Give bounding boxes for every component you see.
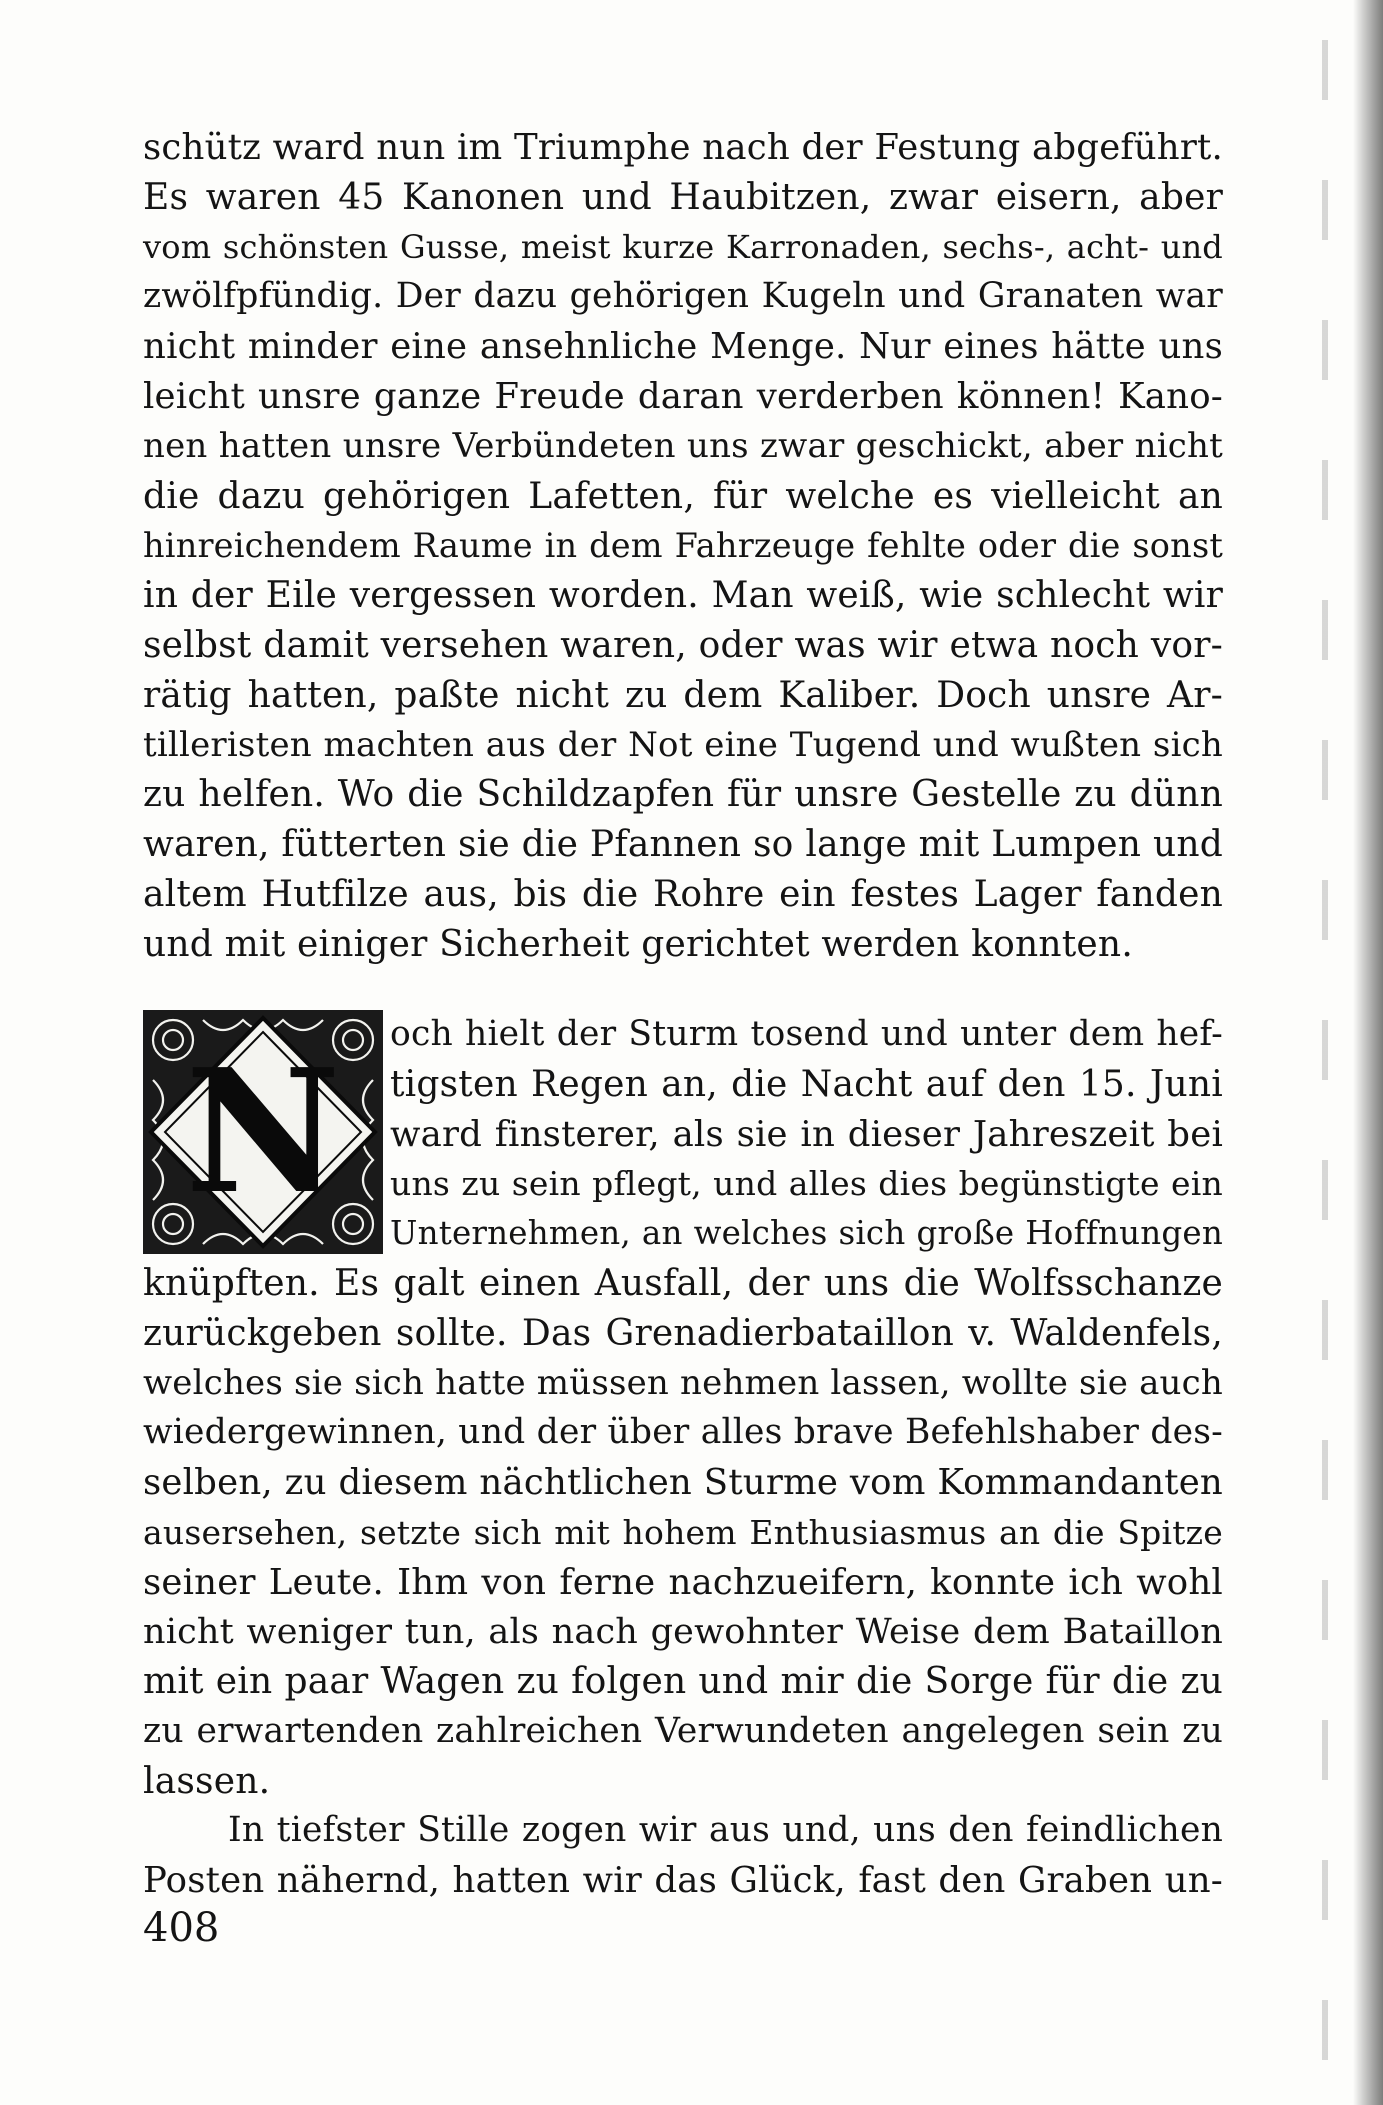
text-line: tigsten Regen an, die Nacht auf den 15. Juni bbox=[390, 1063, 1223, 1105]
page-number: 408 bbox=[143, 1905, 220, 1951]
text-line: nicht minder eine ansehnliche Menge. Nur eines hätte uns bbox=[143, 326, 1223, 368]
text-line: In tiefster Stille zogen wir aus und, uns den feindlichen bbox=[228, 1810, 1223, 1850]
text-line: uns zu sein pflegt, und alles dies begünstigte ein bbox=[390, 1164, 1223, 1204]
text-line: altem Hutfilze aus, bis die Rohre ein festes Lager fanden bbox=[143, 873, 1223, 915]
text-line: ward finsterer, als sie in dieser Jahreszeit bei bbox=[390, 1113, 1223, 1155]
text-line: und mit einiger Sicherheit gerichtet werden konnten. bbox=[143, 923, 1133, 965]
paragraph-2-dropcap-lines bbox=[390, 1010, 1223, 1259]
dropcap-letter: N bbox=[185, 1032, 341, 1232]
text-line: mit ein paar Wagen zu folgen und mir die Sorge für die zu bbox=[143, 1661, 1223, 1703]
text-line: wiedergewinnen, und der über alles brave Befehlshaber des- bbox=[143, 1412, 1223, 1453]
paragraph-1 bbox=[143, 123, 1223, 970]
text-line: vom schönsten Gusse, meist kurze Karronaden, sechs-, acht- und bbox=[143, 227, 1223, 266]
text-line: lassen. bbox=[143, 1760, 271, 1802]
text-line: zwölfpfündig. Der dazu gehörigen Kugeln und Granaten war bbox=[143, 276, 1223, 317]
text-line: nicht weniger tun, als nach gewohnter Weise dem Bataillon bbox=[143, 1611, 1223, 1652]
page-edge-specks bbox=[1322, 40, 1328, 2060]
text-line: Es waren 45 Kanonen und Haubitzen, zwar eisern, aber bbox=[143, 176, 1223, 218]
text-line: in der Eile vergessen worden. Man weiß, wie schlecht wir bbox=[143, 575, 1223, 617]
text-line: knüpften. Es galt einen Ausfall, der uns die Wolfsschanze bbox=[143, 1263, 1223, 1304]
text-line: welches sie sich hatte müssen nehmen lassen, wollte sie auch bbox=[143, 1362, 1223, 1403]
text-line: schütz ward nun im Triumphe nach der Festung abgeführt. bbox=[143, 127, 1223, 168]
paragraph-3 bbox=[143, 1806, 1223, 1906]
text-line: seiner Leute. Ihm von ferne nachzueifern, konnte ich wohl bbox=[143, 1561, 1223, 1603]
text-line: Unternehmen, an welches sich große Hoffnungen bbox=[390, 1214, 1223, 1253]
text-line: waren, fütterten sie die Pfannen so lange mit Lumpen und bbox=[143, 824, 1223, 866]
text-line: rätig hatten, paßte nicht zu dem Kaliber. Doch unsre Ar- bbox=[143, 674, 1223, 716]
text-line: zurückgeben sollte. Das Grenadierbataillon v. Waldenfels, bbox=[143, 1312, 1223, 1354]
text-line: zu erwartenden zahlreichen Verwundeten angelegen sein zu bbox=[143, 1711, 1223, 1752]
dropcap-ornament bbox=[143, 1010, 383, 1254]
text-line: zu helfen. Wo die Schildzapfen für unsre Gestelle zu dünn bbox=[143, 774, 1223, 816]
text-line: Posten nähernd, hatten wir das Glück, fast den Graben un- bbox=[143, 1859, 1223, 1901]
text-line: leicht unsre ganze Freude daran verderben können! Kano- bbox=[143, 375, 1223, 417]
text-line: selbst damit versehen waren, oder was wir etwa noch vor- bbox=[143, 624, 1223, 666]
text-line: hinreichendem Raume in dem Fahrzeuge fehlte oder die sonst bbox=[143, 526, 1223, 566]
paragraph-2 bbox=[143, 1259, 1223, 1807]
text-line: och hielt der Sturm tosend und unter dem hef- bbox=[390, 1014, 1223, 1054]
text-line: die dazu gehörigen Lafetten, für welche es vielleicht an bbox=[143, 475, 1223, 517]
text-line: nen hatten unsre Verbündeten uns zwar geschickt, aber nicht bbox=[143, 425, 1223, 466]
text-line: ausersehen, setzte sich mit hohem Enthusiasmus an die Spitze bbox=[143, 1512, 1223, 1552]
text-line: selben, zu diesem nächtlichen Sturme vom Kommandanten bbox=[143, 1462, 1223, 1504]
text-line: tilleristen machten aus der Not eine Tugend und wußten sich bbox=[143, 724, 1223, 765]
page-edge-shadow bbox=[1353, 0, 1383, 2105]
